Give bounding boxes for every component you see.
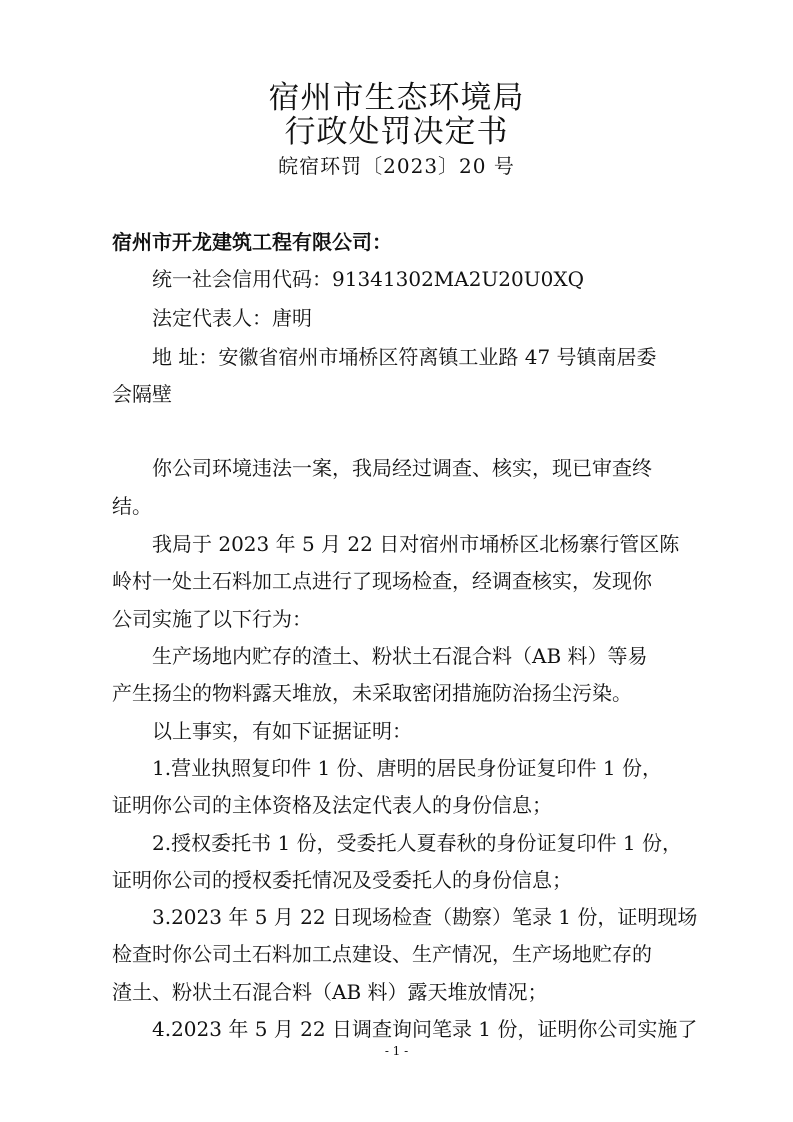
paragraph-line: 生产场地内贮存的渣土、粉状土石混合料（AB 料）等易 xyxy=(152,644,648,668)
paragraph-line: 我局于 2023 年 5 月 22 日对宿州市埇桥区北杨寨行管区陈 xyxy=(152,532,680,556)
paragraph-line: 岭村一处土石料加工点进行了现场检查，经调查核实，发现你 xyxy=(112,569,652,593)
paragraph-line: 你公司环境违法一案，我局经过调查、核实，现已审查终 xyxy=(152,456,652,480)
evidence-item: 2.授权委托书 1 份，受委托人夏春秋的身份证复印件 1 份， xyxy=(152,831,682,855)
doc-title-type: 行政处罚决定书 xyxy=(284,114,509,150)
evidence-item: 检查时你公司土石料加工点建设、生产情况，生产场地贮存的 xyxy=(112,942,652,966)
doc-title-issuer: 宿州市生态环境局 xyxy=(268,80,525,116)
evidence-item: 4.2023 年 5 月 22 日调查询问笔录 1 份，证明你公司实施了 xyxy=(152,1017,698,1041)
paragraph-line: 产生扬尘的物料露天堆放，未采取密闭措施防治扬尘污染。 xyxy=(112,681,632,705)
paragraph-line: 公司实施了以下行为： xyxy=(112,607,312,631)
paragraph-line: 结。 xyxy=(112,494,152,518)
evidence-item: 证明你公司的主体资格及法定代表人的身份信息； xyxy=(112,793,552,817)
evidence-item: 渣土、粉状土石混合料（AB 料）露天堆放情况； xyxy=(112,980,548,1004)
recipient-name: 宿州市开龙建筑工程有限公司： xyxy=(112,230,392,254)
recipient-address-line1: 地 址：安徽省宿州市埇桥区符离镇工业路 47 号镇南居委 xyxy=(152,345,657,369)
evidence-item: 3.2023 年 5 月 22 日现场检查（勘察）笔录 1 份，证明现场 xyxy=(152,905,698,929)
recipient-legal-rep: 法定代表人：唐明 xyxy=(152,306,312,330)
evidence-item: 证明你公司的授权委托情况及受委托人的身份信息； xyxy=(112,868,572,892)
recipient-address-line2: 会隔壁 xyxy=(112,382,172,406)
page-number: - 1 - xyxy=(384,1044,409,1058)
paragraph-line: 以上事实，有如下证据证明： xyxy=(152,719,412,743)
doc-number: 皖宿环罚〔2023〕20 号 xyxy=(278,154,515,178)
recipient-credit-code: 统一社会信用代码：91341302MA2U20U0XQ xyxy=(152,267,584,291)
evidence-item: 1.营业执照复印件 1 份、唐明的居民身份证复印件 1 份， xyxy=(152,756,662,780)
